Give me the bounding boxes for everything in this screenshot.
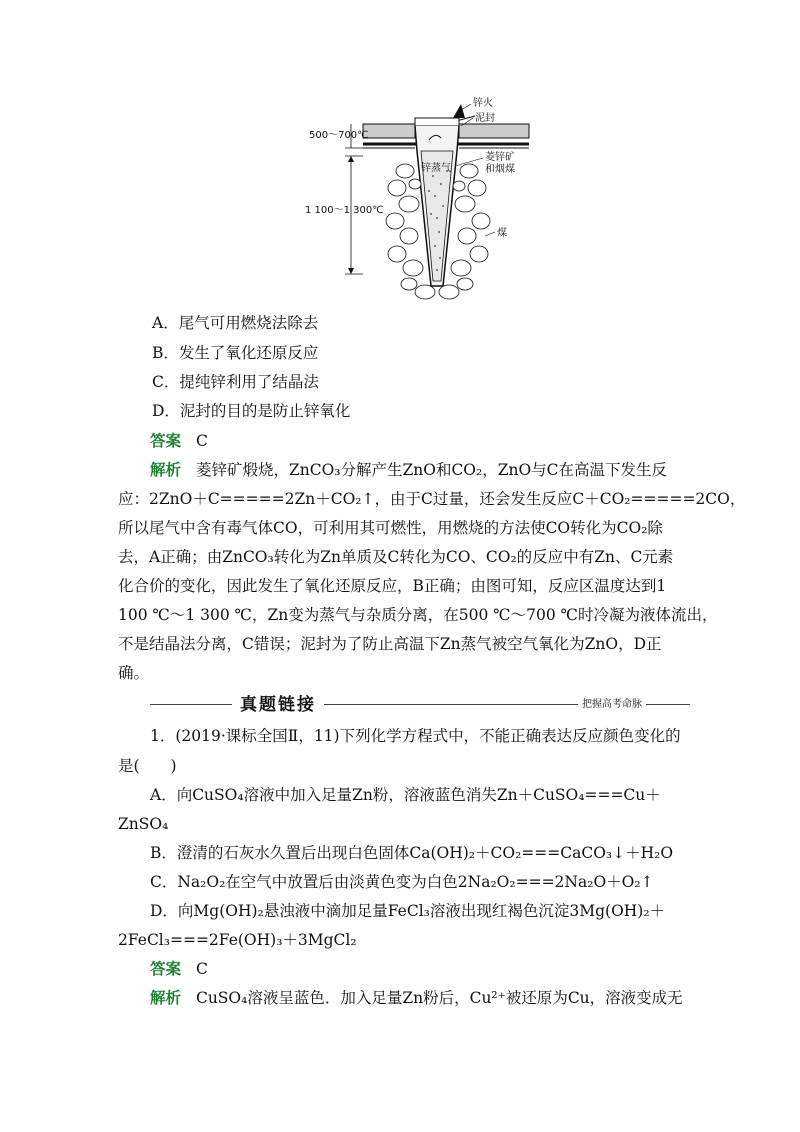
- analysis-label-2: 解析: [150, 988, 182, 1007]
- q1-stem-2: 是( ): [118, 757, 177, 775]
- label-fire: 锌火: [473, 98, 493, 109]
- analysis-text-3: 所以尾气中含有毒气体CO，可利用其可燃性，用燃烧的方法使CO转化为CO₂除: [118, 519, 663, 537]
- label-ore-1: 菱锌矿: [485, 152, 515, 163]
- answer-line-2: [150, 958, 720, 980]
- section-tag: 把握高考命脉: [578, 695, 646, 710]
- q1-stem-1: 1．(2019·课标全国Ⅱ，11)下列化学方程式中，不能正确表达反应颜色变化的: [150, 727, 681, 745]
- analysis-line-1: [150, 459, 720, 481]
- analysis-label: 解析: [150, 460, 182, 479]
- q1-option-a-1: A．向CuSO₄溶液中加入足量Zn粉，溶液蓝色消失Zn＋CuSO₄===Cu＋: [150, 786, 661, 804]
- option-b: B．发生了氧化还原反应: [152, 344, 319, 362]
- analysis-text-4: 去，A正确；由ZnCO₃转化为Zn单质及C转化为CO、CO₂的反应中有Zn、C元素: [118, 548, 674, 566]
- q1-option-a-2: ZnSO₄: [118, 815, 169, 833]
- q1-option-d-2: 2FeCl₃===2Fe(OH)₃＋3MgCl₂: [118, 931, 357, 949]
- option-a: A．尾气可用燃烧法除去: [152, 314, 319, 332]
- label-temp-top: 500～700℃: [309, 130, 369, 141]
- option-c: C．提纯锌利用了结晶法: [152, 373, 319, 391]
- answer-value: C: [195, 432, 208, 450]
- analysis-text-1: 菱锌矿煅烧，ZnCO₃分解产生ZnO和CO₂，ZnO与C在高温下发生反: [195, 461, 668, 479]
- label-vapor: 锌蒸气: [421, 163, 451, 174]
- label-temp-main: 1 100～1 300℃: [305, 205, 384, 216]
- analysis-text-2: 应：2ZnO＋C=====2Zn＋CO₂↑，由于C过量，还会发生反应C＋CO₂=====2CO，: [118, 490, 746, 508]
- label-ore-2: 和烟煤: [485, 164, 515, 175]
- analysis-text-8: 确。: [118, 664, 150, 682]
- zinc-smelting-diagram: [305, 96, 545, 310]
- q1-option-d-1: D．向Mg(OH)₂悬浊液中滴加足量FeCl₃溶液出现红褐色沉淀3Mg(OH)₂＋: [150, 902, 666, 920]
- label-coal: 煤: [497, 228, 507, 239]
- analysis2-text-1: CuSO₄溶液呈蓝色．加入足量Zn粉后，Cu²⁺被还原为Cu，溶液变成无: [195, 989, 683, 1007]
- analysis-text-7: 不是结晶法分离，C错误；泥封为了防止高温下Zn蒸气被空气氧化为ZnO，D正: [118, 635, 662, 653]
- section-title: 真题链接: [232, 690, 324, 715]
- answer-label-2: 答案: [150, 959, 182, 978]
- analysis-text-5: 化合价的变化，因此发生了氧化还原反应，B正确；由图可知，反应区温度达到1: [118, 577, 667, 595]
- q1-option-b: B．澄清的石灰水久置后出现白色固体Ca(OH)₂＋CO₂===CaCO₃↓＋H₂O: [150, 844, 674, 862]
- answer-label: 答案: [150, 431, 182, 450]
- q1-option-c: C．Na₂O₂在空气中放置后由淡黄色变为白色2Na₂O₂===2Na₂O＋O₂↑: [150, 873, 654, 891]
- analysis-line-2: [150, 987, 720, 1009]
- answer-line-1: [150, 430, 720, 452]
- answer-value-2: C: [195, 960, 208, 978]
- label-seal: 泥封: [475, 113, 495, 124]
- analysis-text-6: 100 ℃～1 300 ℃，Zn变为蒸气与杂质分离，在500 ℃～700 ℃时冷凝为液体流出，: [118, 606, 718, 624]
- option-d: D．泥封的目的是防止锌氧化: [152, 402, 351, 420]
